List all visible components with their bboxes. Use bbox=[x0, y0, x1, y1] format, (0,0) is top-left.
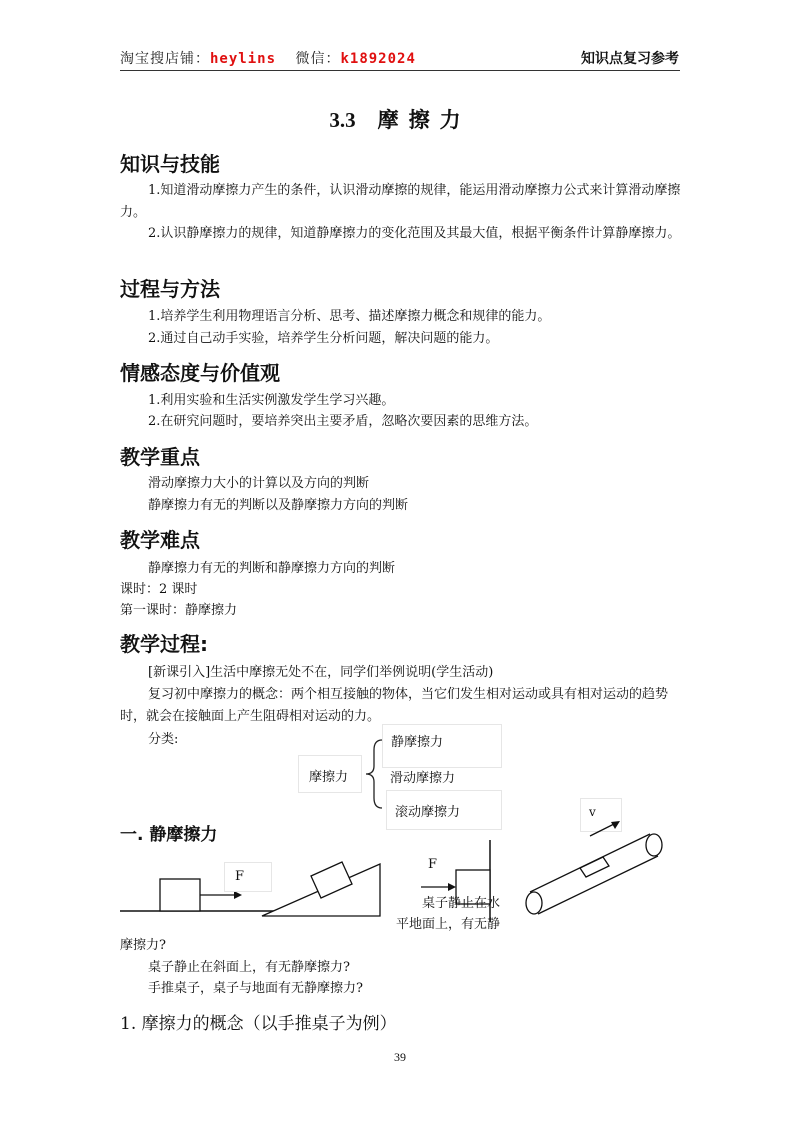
force-arrowhead bbox=[234, 891, 242, 899]
header-divider bbox=[120, 70, 680, 71]
page-number: 39 bbox=[394, 1050, 406, 1064]
heading-key-points: 教学重点 bbox=[120, 445, 200, 469]
heading-process: 过程与方法 bbox=[120, 277, 220, 301]
question1-c: 摩擦力? bbox=[120, 938, 166, 953]
knowledge-p2: 2.认识静摩擦力的规律，知道静摩擦力的变化范围及其最大值，根据平衡条件计算静摩擦力。 bbox=[148, 226, 681, 241]
shop-name: heylins bbox=[210, 51, 277, 67]
teaching-review: 复习初中摩擦力的概念：两个相互接触的物体，当它们发生相对运动或具有相对运动的趋势时，就会在接触面上产生阻碍相对运动的力。 bbox=[120, 687, 669, 724]
friction-label: 摩擦力 bbox=[309, 770, 349, 785]
classify-label: 分类: bbox=[148, 732, 179, 747]
type-box-static bbox=[382, 724, 502, 768]
header-shop-info bbox=[120, 48, 416, 68]
wechat-label: 微信： bbox=[295, 51, 341, 67]
heading-friction-concept: 1. 摩擦力的概念（以手推桌子为例） bbox=[120, 1014, 397, 1034]
key-p2: 静摩擦力有无的判断以及静摩擦力方向的判断 bbox=[148, 498, 409, 513]
velocity-arrow bbox=[586, 814, 626, 842]
classify-brace bbox=[360, 738, 390, 810]
box bbox=[160, 879, 200, 911]
class-hours: 课时：2 课时 bbox=[120, 582, 198, 597]
key-p1: 滑动摩擦力大小的计算以及方向的判断 bbox=[148, 476, 370, 491]
type-sliding: 滑动摩擦力 bbox=[390, 771, 456, 786]
header-right-title: 知识点复习参考 bbox=[581, 51, 679, 67]
difficult-p1: 静摩擦力有无的判断和静摩擦力方向的判断 bbox=[148, 561, 396, 576]
type-static: 静摩擦力 bbox=[391, 735, 444, 750]
shop-label: 淘宝搜店铺： bbox=[120, 51, 210, 67]
title-number: 3.3 bbox=[329, 108, 356, 132]
emotion-p1: 1.利用实验和生活实例激发学生学习兴趣。 bbox=[148, 393, 395, 408]
title-text: 摩擦力 bbox=[377, 108, 471, 132]
first-lesson: 第一课时：静摩擦力 bbox=[120, 603, 238, 618]
knowledge-p1: 1.知道滑动摩擦力产生的条件，认识滑动摩擦的规律，能运用滑动摩擦力公式来计算滑动摩擦力。 bbox=[120, 183, 681, 220]
teaching-intro: [新课引入]生活中摩擦无处不在，同学们举例说明(学生活动) bbox=[148, 665, 494, 680]
roller-left bbox=[526, 892, 542, 914]
friction-box bbox=[298, 755, 362, 793]
question3: 手推桌子，桌子与地面有无静摩擦力? bbox=[148, 981, 363, 996]
heading-difficult-points: 教学难点 bbox=[120, 528, 200, 552]
question1-a: 桌子静止在水 bbox=[422, 896, 501, 911]
heading-teaching-process: 教学过程: bbox=[120, 632, 208, 656]
figure-incline bbox=[260, 850, 385, 920]
process-p2: 2.通过自己动手实验，培养学生分析问题，解决问题的能力。 bbox=[148, 331, 499, 346]
emotion-p2: 2.在研究问题时，要培养突出主要矛盾，忽略次要因素的思维方法。 bbox=[148, 414, 538, 429]
box-on-belt bbox=[580, 857, 609, 877]
heading-emotion: 情感态度与价值观 bbox=[120, 361, 280, 385]
process-p1: 1.培养学生利用物理语言分析、思考、描述摩擦力概念和规律的能力。 bbox=[148, 309, 551, 324]
type-box-rolling bbox=[386, 790, 502, 830]
wechat-id: k1892024 bbox=[340, 51, 416, 67]
wall-force-label: F bbox=[428, 857, 438, 872]
question1-b: 平地面上，有无静 bbox=[396, 917, 501, 932]
heading-static-friction: 一. 静摩擦力 bbox=[120, 825, 218, 845]
velocity-label: v bbox=[589, 805, 596, 819]
wall-force-arrowhead bbox=[448, 883, 456, 891]
page-title bbox=[0, 104, 800, 134]
type-rolling: 滚动摩擦力 bbox=[395, 805, 461, 820]
heading-knowledge: 知识与技能 bbox=[120, 152, 220, 176]
question2: 桌子静止在斜面上，有无静摩擦力? bbox=[148, 960, 350, 975]
force-label: F bbox=[235, 869, 245, 884]
roller-right bbox=[646, 834, 662, 856]
